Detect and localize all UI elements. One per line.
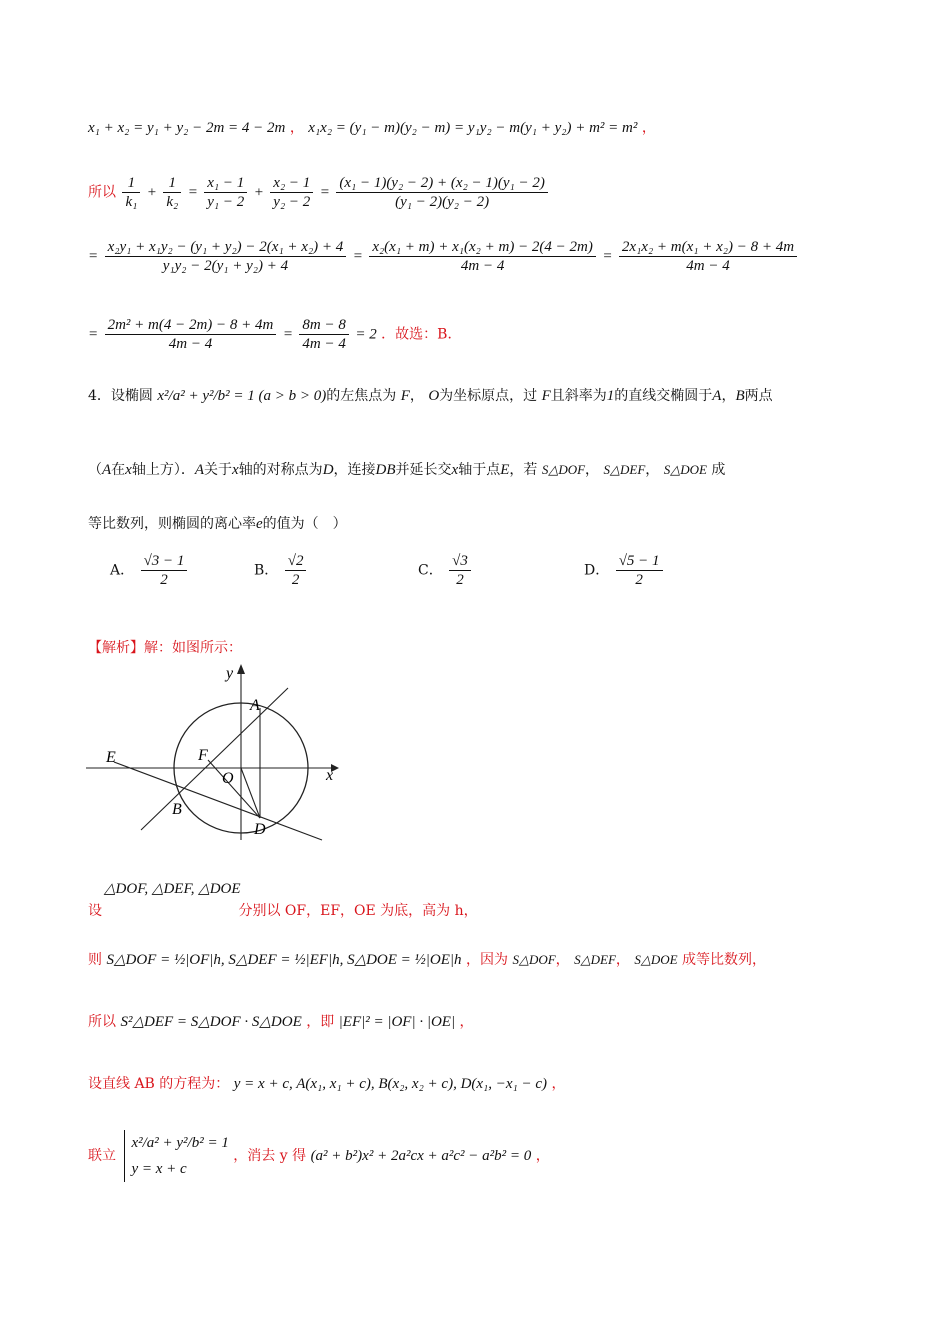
ellipse-equation: x²/a² + y²/b² = 1 (a > b > 0) [157,388,327,404]
analysis-tag: 【解析】 [88,640,144,656]
option-d[interactable]: D． $\frac{√5 - 1}{2}$ [584,552,665,589]
line-fd [208,760,260,818]
fraction: $\frac{1}{\text{k₁}}$ [122,174,140,211]
question-number: 4． [88,388,111,404]
line-equation: y = x + c, A(x₁, x₁ + c), B(x₂, x₂ + c), D(x₁, −x₁ − c) [233,1076,548,1092]
label-a: A [250,697,260,714]
fraction: $\frac{\text{(x₁ − 1)(y₂ − 2) + (x₂ − 1)(y₁ − 2)}}{\text{(y₁ − 2)(y₂ − 2)}}$ [336,174,548,211]
option-b[interactable]: B． $\frac{√2}{2}$ [254,552,308,589]
solution-line-2: 则 S△DOF = ½|OF|h, S△DEF = ½|EF|h, S△DOE = ½|OE|h ，因为 S△DOF， S△DEF， S△DOE 成等比数列， [88,952,767,968]
equation-system: x²/a² + y²/b² = 1 y = x + c [124,1130,228,1182]
label-o: O [222,770,234,787]
fraction: $\frac{1}{\text{k₂}}$ [163,174,181,211]
equation-line-3: = $\frac{\text{x₂y₁ + x₁y₂ − (y₁ + y₂) − 2(x₁ + x₂) + 4}}{\text{y₁y₂ − 2(y₁ + y₂) + 4}}$ = $\frac{\text{x₂(x₁ + m) + x₁(x₂ + m) − 2(4 − 2m)}}{4m - 4}$ = $\frac{\text{2x₁x₂ + m(x₁ + x₂) − 8 + 4m}}{4m - 4}$ [88,238,799,275]
question-4-line-1: 4．设椭圆 x²/a² + y²/b² = 1 (a > b > 0)的左焦点为 F， O为坐标原点，过 F且斜率为1的直线交椭圆于A，B两点 [88,388,773,404]
fraction: $\frac{8m - 8}{4m - 4}$ [299,316,348,353]
fraction: $\frac{\text{x₂(x₁ + m) + x₁(x₂ + m) − 2(4 − 2m)}}{4m - 4}$ [369,238,596,275]
label-f: F [198,747,208,764]
option-a[interactable]: A． $\frac{√3 - 1}{2}$ [110,552,189,589]
label-e: E [106,749,116,766]
solution-line-4: 设直线 AB 的方程为： y = x + c, A(x₁, x₁ + c), B(x₂, x₂ + c), D(x₁, −x₁ − c) ， [88,1076,566,1092]
suoyi-label: 所以 [88,184,116,201]
ellipse-diagram [86,660,346,845]
product-equation: x₁x₂ = (y₁ − m)(y₂ − m) = y₁y₂ − m(y₁ + y₂) + m² = m² [308,120,638,136]
line-eb [114,762,322,840]
conclusion: ．故选：B． [381,326,462,343]
sum-equation: x₁ + x₂ = y₁ + y₂ − 2m = 4 − 2m [88,120,286,136]
equation-line-4: = $\frac{\text{2m² + m(4 − 2m) − 8 + 4m}}{4m - 4}$ = $\frac{8m - 8}{4m - 4}$ = 2 ．故选：B． [88,317,462,352]
question-4-line-3: 等比数列，则椭圆的离心率e的值为（ ） [88,516,347,532]
analysis-header: 【解析】解：如图所示： [88,640,242,656]
result: = 2 [355,326,377,343]
geometric-relation: S²△DEF = S△DOF · S△DOE [120,1014,302,1030]
label-y: y [226,665,234,682]
fraction: $\frac{\text{2m² + m(4 − 2m) − 8 + 4m}}{4m - 4}$ [105,316,277,353]
line-ab [141,688,288,830]
label-x: x [326,767,334,784]
equation-line-1 [88,118,656,138]
quadratic-equation: (a² + b²)x² + 2a²cx + a²c² − a²b² = 0 [310,1148,532,1164]
question-4-line-2: （A在x轴上方）．A关于x轴的对称点为D，连接DB并延长交x轴于点E，若 S△DOF， S△DEF， S△DOE 成 [88,462,726,478]
option-c[interactable]: C． $\frac{√3}{2}$ [418,552,473,589]
separator: ， [289,120,304,136]
label-b: B [172,801,182,818]
solution-line-3: 所以 S²△DEF = S△DOF · S△DOE ，即 |EF|² = |OF| · |OE| ， [88,1014,474,1030]
equation-line-2: 所以 $\frac{1}{\text{k₁}}$ + $\frac{1}{\text{k₂}}$ = $\frac{\text{x₁ − 1}}{\text{y₁ − 2}}$ + $\frac{\text{x₂ − 1}}{\text{y₂ − 2}}$ = $\frac{\text{(x₁ − 1)(y₂ − 2) + (x₂ − 1)(y₁ − 2)}}{\text{(y₁ − 2)(y₂ − 2)}}$ [88,174,550,211]
fraction: $\frac{\text{x₁ − 1}}{\text{y₁ − 2}}$ [204,174,247,211]
fraction: $\frac{\text{x₂ − 1}}{\text{y₂ − 2}}$ [270,174,313,211]
solution-text: 分别以 OF，EF，OE 为底，高为 h， [238,903,478,919]
fraction: $\frac{\text{2x₁x₂ + m(x₁ + x₂) − 8 + 4m}}{4m - 4}$ [619,238,797,275]
separator: ， [641,120,656,136]
fraction: $\frac{\text{x₂y₁ + x₁y₂ − (y₁ + y₂) − 2(x₁ + x₂) + 4}}{\text{y₁y₂ − 2(y₁ + y₂) + 4}}$ [105,238,347,275]
solution-line-1: △DOF, △DEF, △DOE 设 分别以 OF，EF，OE 为底，高为 h， [88,881,478,919]
length-relation: |EF|² = |OF| · |OE| [338,1014,456,1030]
area-formulas: S△DOF = ½|OF|h, S△DEF = ½|EF|h, S△DOE = ½|OE|h [106,952,462,968]
triangles: △DOF, △DEF, △DOE [104,881,241,897]
solution-line-5: 联立 x²/a² + y²/b² = 1 y = x + c ，消去 y 得 (a² + b²)x² + 2a²cx + a²c² − a²b² = 0 ， [88,1130,550,1182]
label-d: D [254,821,266,838]
